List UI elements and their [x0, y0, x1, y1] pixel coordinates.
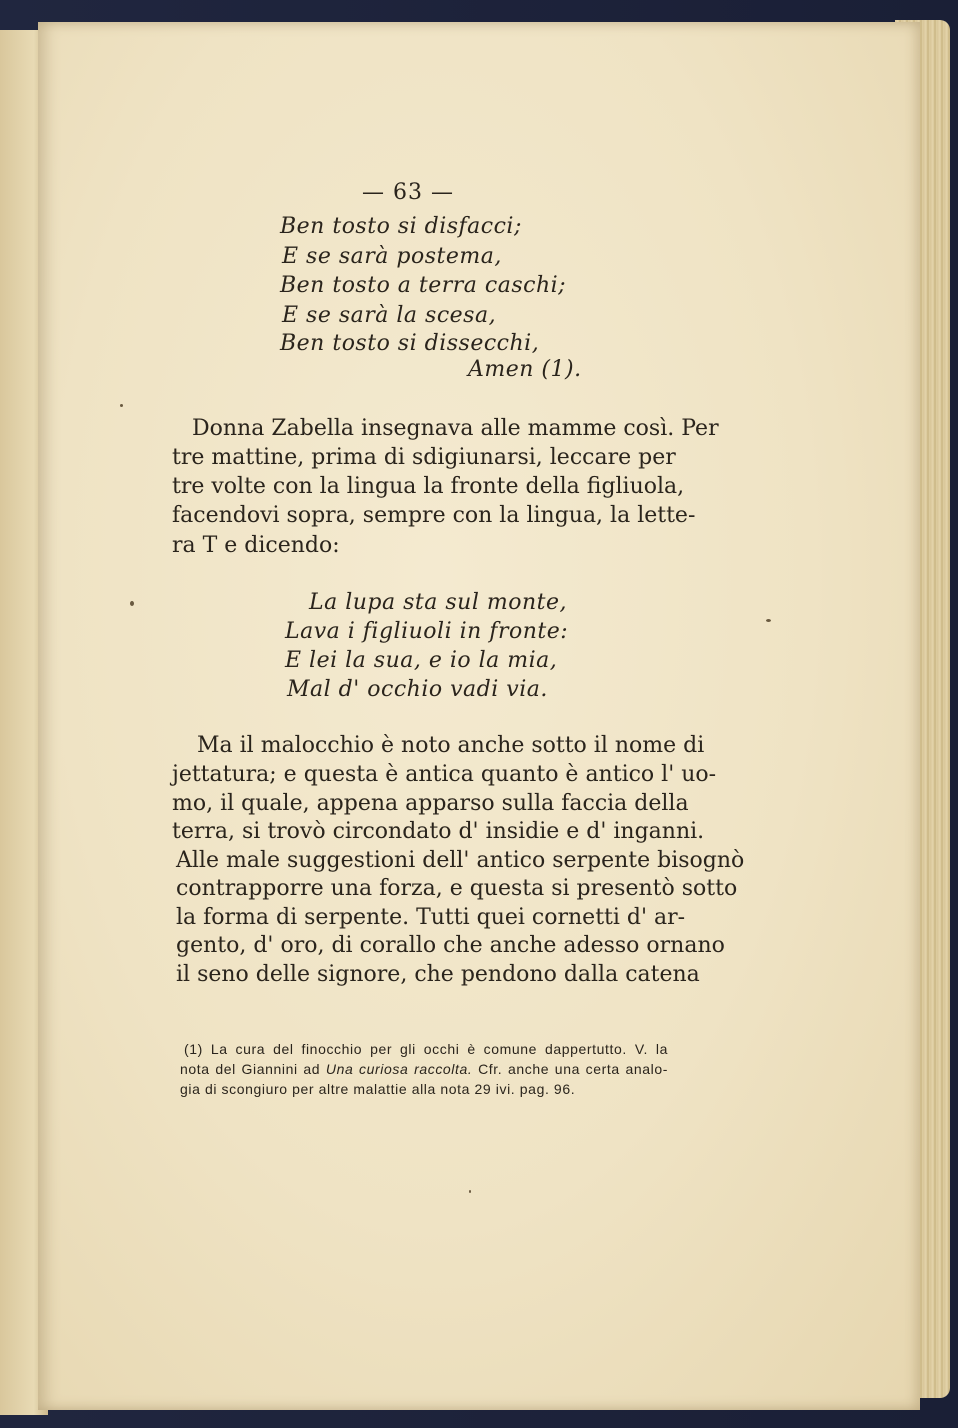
paper-speck: [130, 601, 134, 606]
poem2-line: La lupa sta sul monte,: [309, 590, 567, 615]
paragraph1-line: ra T e dicendo:: [172, 533, 340, 558]
paragraph2-line: jettatura; e questa è antica quanto è antico l' uo-: [172, 762, 717, 787]
poem2-line: Mal d' occhio vadi via.: [287, 677, 548, 702]
paragraph2-line: contrapporre una forza, e questa si presentò sotto: [176, 876, 738, 901]
paragraph1-line: Donna Zabella insegnava alle mamme così. Per: [192, 416, 719, 441]
paragraph1-line: tre mattine, prima di sdigiunarsi, leccare per: [172, 445, 676, 470]
footnote-line: [180, 1061, 668, 1077]
poem1-line: Amen (1).: [468, 357, 582, 382]
paragraph2-line: mo, il quale, appena apparso sulla faccia della: [172, 791, 689, 816]
poem1-line: Ben tosto si disfacci;: [280, 214, 522, 239]
poem1-line: E se sarà la scesa,: [282, 303, 497, 328]
paragraph1-line: tre volte con la lingua la fronte della figliuola,: [172, 474, 685, 499]
poem1-line: E se sarà postema,: [282, 244, 502, 269]
paper-speck: [766, 619, 771, 622]
poem2-line: Lava i figliuoli in fronte:: [285, 619, 569, 644]
poem1-line: Ben tosto a terra caschi;: [280, 273, 567, 298]
footnote-line: (1) La cura del finocchio per gli occhi è comune dappertutto. V. la: [184, 1041, 668, 1057]
poem2-line: E lei la sua, e io la mia,: [285, 648, 558, 673]
paragraph2-line: terra, si trovò circondato d' insidie e d' inganni.: [172, 819, 705, 844]
paragraph2-line: gento, d' oro, di corallo che anche adesso ornano: [176, 933, 725, 958]
poem1-line: Ben tosto si dissecchi,: [280, 331, 540, 356]
paragraph2-line: Alle male suggestioni dell' antico serpente bisognò: [176, 848, 745, 873]
paper-speck: [120, 404, 123, 407]
page-number: — 63 —: [362, 180, 454, 205]
paragraph2-line: la forma di serpente. Tutti quei cornetti d' ar-: [176, 905, 686, 930]
paragraph2-line: il seno delle signore, che pendono dalla catena: [176, 962, 700, 987]
footnote-cited-title: Una curiosa raccolta.: [325, 1061, 473, 1077]
paragraph2-line: Ma il malocchio è noto anche sotto il nome di: [197, 733, 705, 758]
footnote-text: Cfr. anche una certa analo-: [472, 1061, 668, 1077]
paper-speck: [469, 1190, 471, 1193]
paragraph1-line: facendovi sopra, sempre con la lingua, la lette-: [172, 503, 696, 528]
footnote-line: gia di scongiuro per altre malattie alla nota 29 ivi. pag. 96.: [180, 1081, 576, 1097]
footnote-text: nota del Giannini ad: [180, 1061, 326, 1077]
